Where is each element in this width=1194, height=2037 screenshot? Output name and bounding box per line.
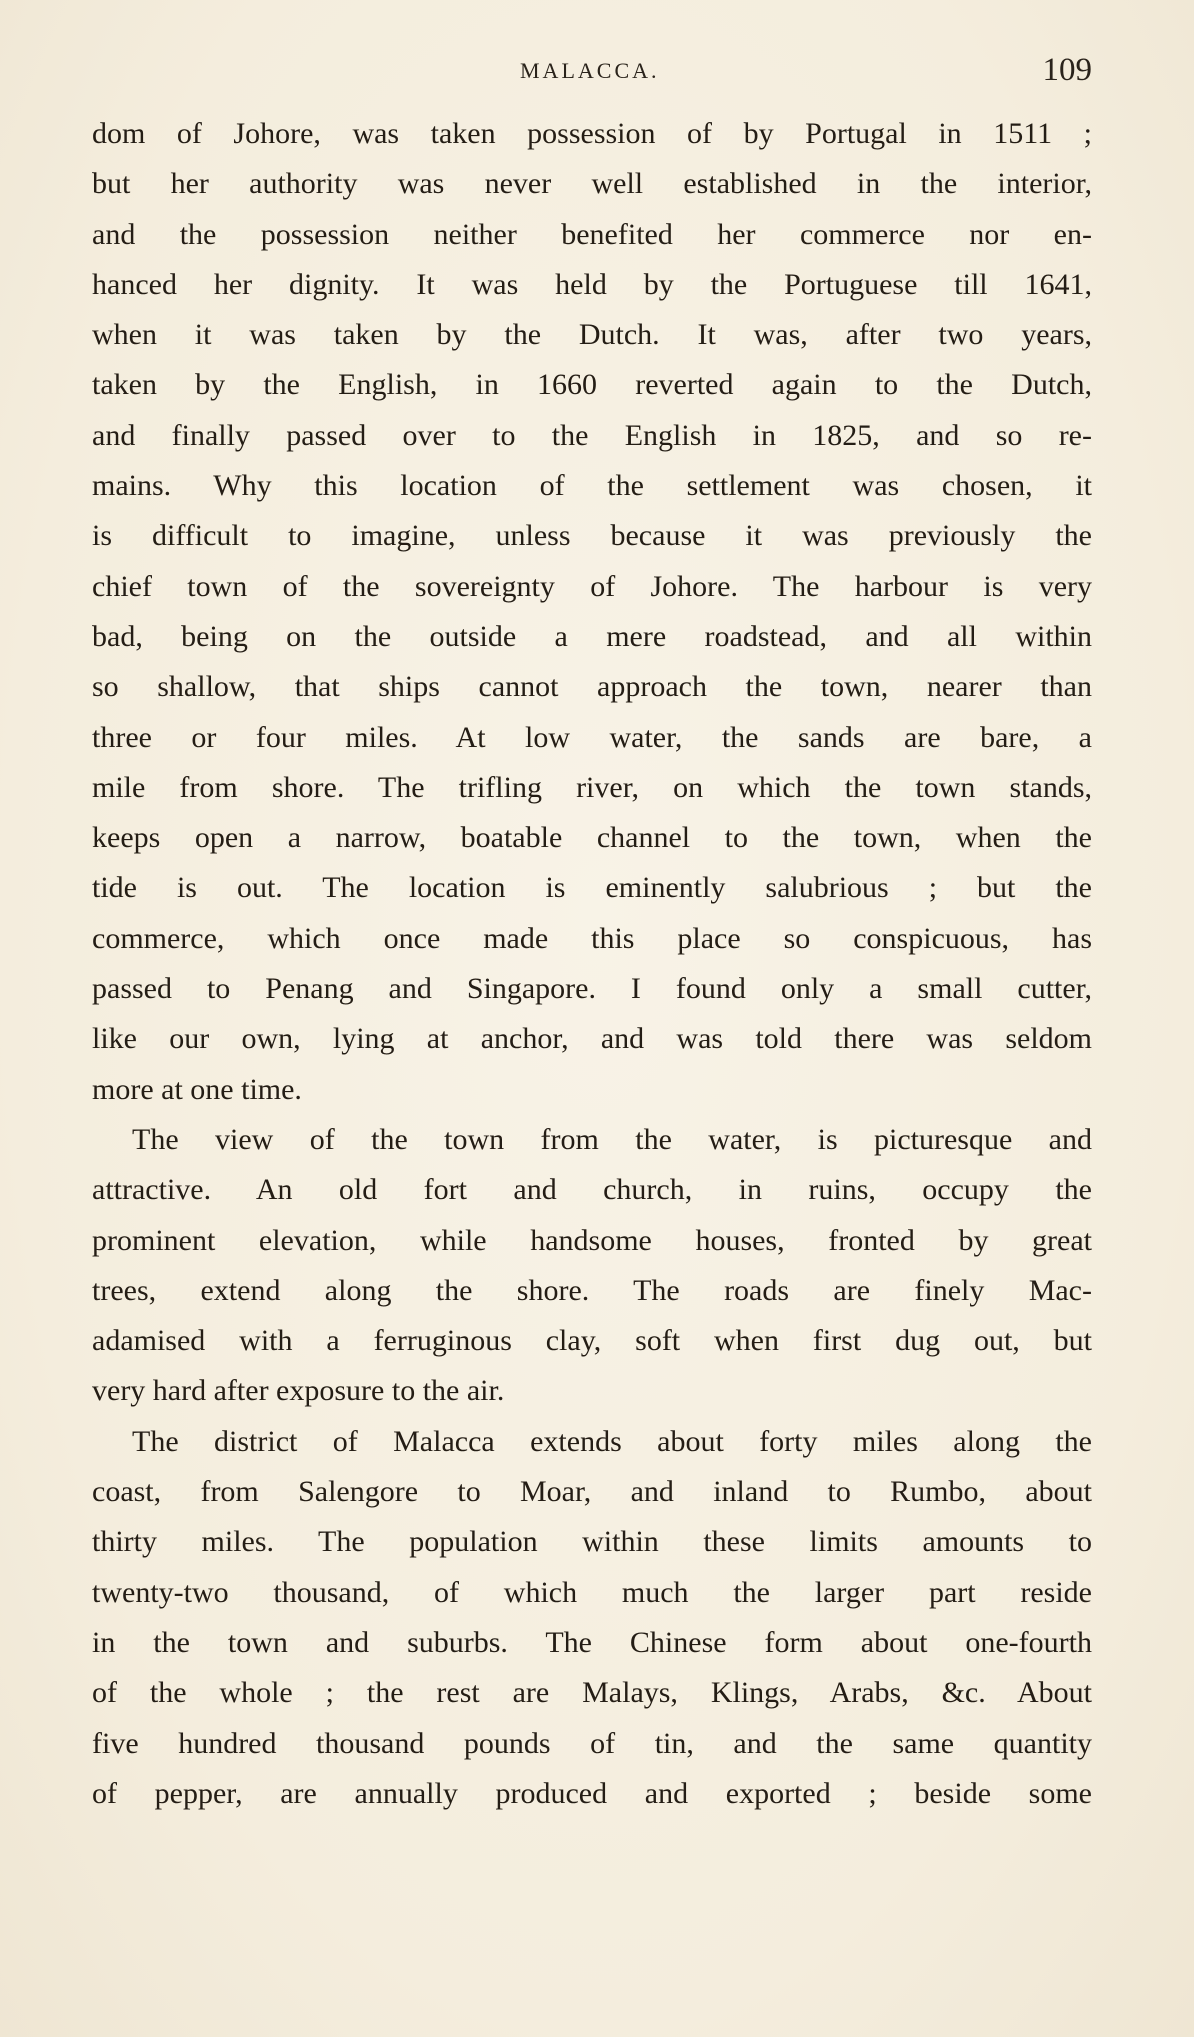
text-line: attractive. An old fort and church, in ruins, occupy the	[92, 1173, 1092, 1207]
text-line: twenty-two thousand, of which much the larger part reside	[92, 1575, 1092, 1609]
text-line: more at one time.	[92, 1072, 302, 1106]
body-text	[92, 109, 1092, 1819]
text-line: commerce, which once made this place so conspicuous, has	[92, 921, 1092, 955]
paragraph	[92, 1115, 1092, 1417]
text-line: like our own, lying at anchor, and was told there was seldom	[92, 1022, 1092, 1056]
text-line: dom of Johore, was taken possession of by Portugal in 1511 ;	[92, 117, 1092, 150]
running-head: MALACCA.	[520, 58, 660, 83]
paragraph	[92, 1417, 1092, 1819]
text-line: and the possession neither benefited her commerce nor en-	[92, 217, 1092, 251]
text-line: adamised with a ferruginous clay, soft when first dug out, but	[92, 1324, 1092, 1358]
text-line: The view of the town from the water, is picturesque and	[132, 1122, 1092, 1156]
page-number: 109	[1042, 52, 1092, 88]
text-line: taken by the English, in 1660 reverted again to the Dutch,	[92, 368, 1092, 402]
text-line: when it was taken by the Dutch. It was, after two years,	[92, 318, 1092, 352]
text-line: is difficult to imagine, unless because it was previously the	[92, 519, 1092, 553]
text-line: keeps open a narrow, boatable channel to the town, when the	[92, 821, 1092, 855]
text-line: thirty miles. The population within these limits amounts to	[92, 1525, 1092, 1559]
text-line: in the town and suburbs. The Chinese form about one-fourth	[92, 1625, 1092, 1659]
text-line: hanced her dignity. It was held by the Portuguese till 1641,	[92, 267, 1092, 301]
text-line: mile from shore. The trifling river, on which the town stands,	[92, 770, 1092, 804]
text-line: five hundred thousand pounds of tin, and the same quantity	[92, 1726, 1092, 1760]
text-line: very hard after exposure to the air.	[92, 1374, 505, 1408]
text-line: so shallow, that ships cannot approach the town, nearer than	[92, 670, 1092, 704]
text-line: and finally passed over to the English in 1825, and so re-	[92, 418, 1092, 452]
text-line: trees, extend along the shore. The roads are finely Mac-	[92, 1273, 1092, 1307]
text-line: coast, from Salengore to Moar, and inland to Rumbo, about	[92, 1475, 1092, 1509]
text-line: bad, being on the outside a mere roadstead, and all within	[92, 619, 1092, 653]
text-line: of the whole ; the rest are Malays, Klings, Arabs, &c. About	[92, 1676, 1092, 1710]
text-line: prominent elevation, while handsome houses, fronted by great	[92, 1223, 1092, 1257]
text-line: three or four miles. At low water, the sands are bare, a	[92, 720, 1092, 754]
text-line: tide is out. The location is eminently salubrious ; but the	[92, 871, 1092, 905]
text-line: of pepper, are annually produced and exported ; beside some	[92, 1776, 1092, 1810]
text-line: but her authority was never well established in the interior,	[92, 167, 1092, 201]
text-line: chief town of the sovereignty of Johore. The harbour is very	[92, 569, 1092, 603]
page-header	[92, 52, 1092, 92]
paragraph	[92, 109, 1092, 1115]
text-line: passed to Penang and Singapore. I found only a small cutter,	[92, 972, 1092, 1006]
text-line: The district of Malacca extends about forty miles along the	[132, 1424, 1092, 1458]
text-line: mains. Why this location of the settlement was chosen, it	[92, 469, 1092, 503]
